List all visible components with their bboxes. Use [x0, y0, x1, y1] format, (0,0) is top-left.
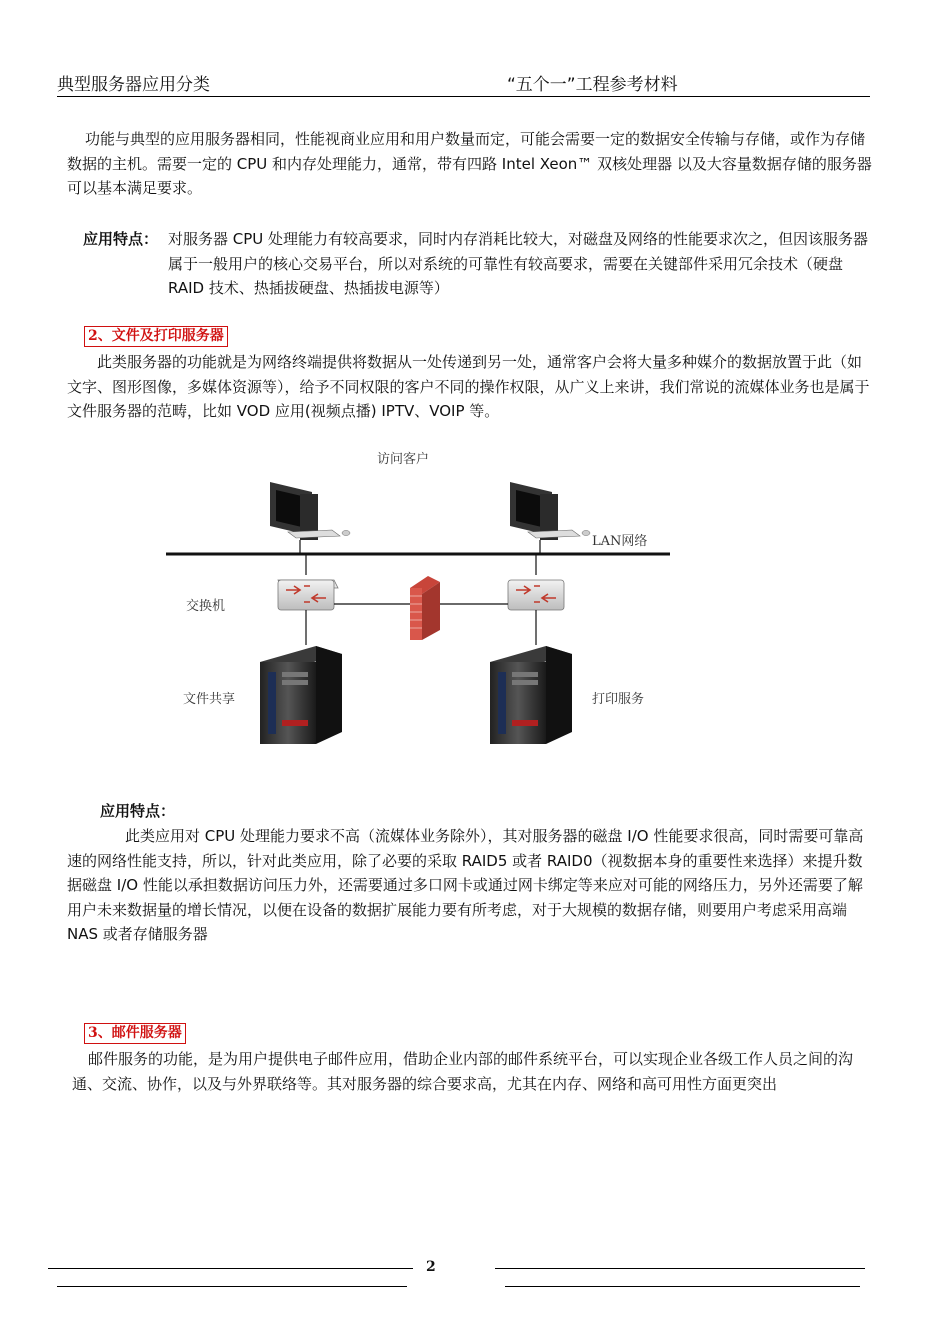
computer-icon-right: [510, 482, 590, 540]
section2-heading: 2、文件及打印服务器: [84, 326, 228, 347]
feature2-paragraph: [67, 824, 875, 947]
server-icon-right: [490, 646, 572, 744]
computer-icon-left: [270, 482, 350, 540]
intro-text: 功能与典型的应用服务器相同，性能视商业应用和用户数量而定，可能会需要一定的数据安全传输与存储，或作为存储数据的主机。需要一定的 CPU 和内存处理能力，通常，带有四路 Intel Xeon™ 双核处理器 以及大容量数据存储的服务器可以基本满足要求。: [67, 130, 872, 197]
section3-heading: 3、邮件服务器: [84, 1023, 186, 1044]
section2-text: 此类服务器的功能就是为网络终端提供将数据从一处传递到另一处，通常客户会将大量多种媒介的数据放置于此（如文字、图形图像，多媒体资源等），给予不同权限的客户不同的操作权限，从广义上来讲，我们常说的流媒体业务也是属于文件服务器的范畴，比如 VOD 应用(视频点播) IPTV、VOIP 等。: [67, 353, 870, 420]
footer-rule-left-top: [48, 1268, 413, 1269]
header-right-title: “五个一”工程参考材料: [507, 75, 678, 95]
page-number: 2: [426, 1259, 436, 1275]
feature1-paragraph: [168, 227, 874, 301]
feature1-text: 对服务器 CPU 处理能力有较高要求，同时内存消耗比较大，对磁盘及网络的性能要求次之，但因该服务器属于一般用户的核心交易平台，所以对系统的可靠性有较高要求，需要在关键部件采用冗余技术（硬盘 RAID 技术、热插拔硬盘、热插拔电源等）: [168, 230, 869, 297]
header-rule: [57, 96, 870, 97]
header-left-title: 典型服务器应用分类: [57, 75, 210, 95]
diagram-switch-label: 交换机: [186, 599, 226, 614]
feature2-text: 此类应用对 CPU 处理能力要求不高（流媒体业务除外），其对服务器的磁盘 I/O 性能要求很高，同时需要可靠高速的网络性能支持，所以，针对此类应用，除了必要的采取 RAID5 或者 RAID0（视数据本身的重要性来选择）来提升数据磁盘 I/O 性能以承担数据访问压力外，还需要通过多口网卡或通过网卡绑定等来应对可能的网络压力，另外还需要了解用户未来数据量的增长情况，以便在设备的数据扩展能力要有所考虑，对于大规模的数据存储，则要用户考虑采用高端 NAS 或者存储服务器: [67, 827, 864, 943]
server-icon-left: [260, 646, 342, 744]
diagram-clients-label: 访问客户: [377, 452, 430, 467]
diagram-print-label: 打印服务: [592, 692, 645, 707]
section3-text: 邮件服务的功能，是为用户提供电子邮件应用，借助企业内部的邮件系统平台，可以实现企业各级工作人员之间的沟通、交流、协作，以及与外界联络等。其对服务器的综合要求高，尤其在内存、网络和高可用性方面更突出: [72, 1050, 854, 1093]
section2-paragraph: [67, 350, 875, 424]
footer-rule-left-bottom: [57, 1286, 407, 1287]
footer-rule-right-bottom: [505, 1286, 860, 1287]
diagram-lan-label: LAN网络: [592, 534, 648, 549]
feature1-label: 应用特点：: [83, 230, 159, 248]
section3-paragraph: [72, 1047, 875, 1096]
feature2-label: 应用特点：: [100, 802, 176, 820]
intro-paragraph: [67, 127, 875, 201]
diagram-file-label: 文件共享: [183, 692, 236, 707]
switch-icon-left: [278, 580, 338, 610]
switch-icon-right: [508, 580, 564, 610]
firewall-icon: [410, 576, 440, 640]
footer-rule-right-top: [495, 1268, 865, 1269]
